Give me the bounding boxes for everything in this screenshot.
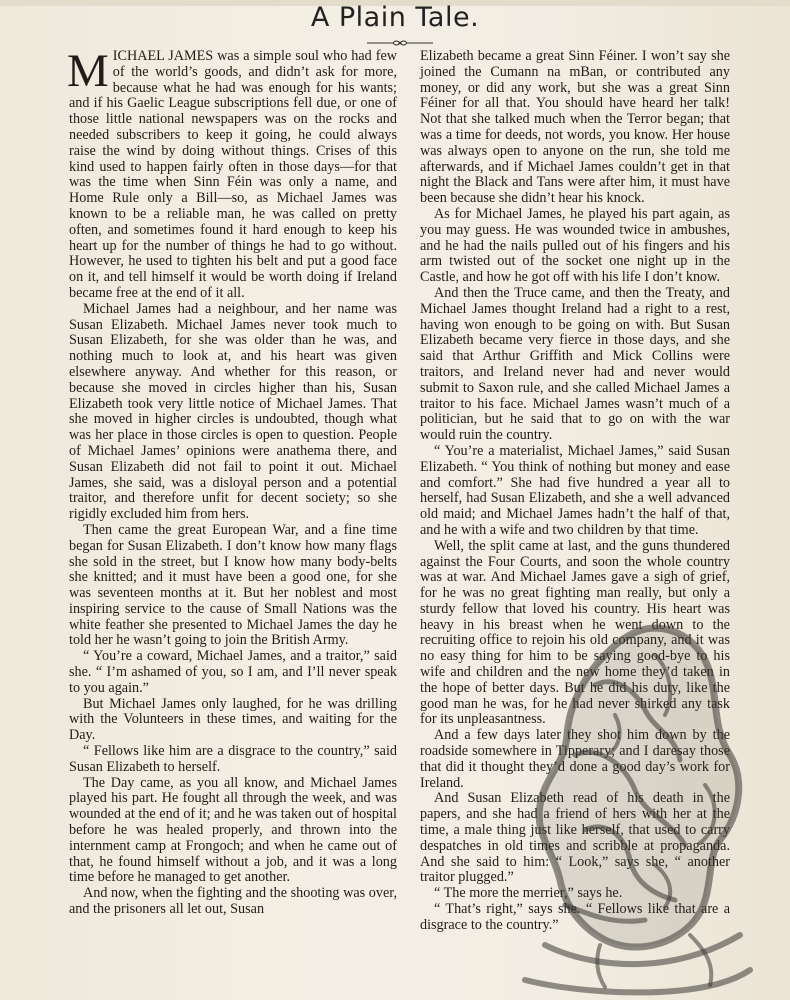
paragraph: “ Fellows like him are a disgrace to the country,” said Susan Elizabeth to herself. (69, 743, 397, 775)
paragraph-text: ICHAEL JAMES was a simple soul who had few of the world’s goods, and didn’t ask for more, because what he had was enough for his wants; and if his Gaelic League subscriptions fell due, or one of those little national newspapers was on the rocks and needed subscribers to keep it going, he could always raise the wind by doing without things. Crises of this kind used to happen fairly often in those days—for that was the time when Sinn Féin was only a name, and Home Rule only a Bill—so, as Michael James was known to be a reliable man, he was called on pretty often, and sometimes found it hard enough to keep his heart up for the number of things he had to go without. However, he used to tighten his belt and put a good face on it, and tell himself it would be worth doing if Ireland became free at the end of it all. (69, 48, 397, 301)
paragraph: “ You’re a coward, Michael James, and a traitor,” said she. “ I’m ashamed of you, so I am, and I’ll never speak to you again.” (69, 648, 397, 696)
paragraph: And a few days later they shot him down by the roadside somewhere in Tipperary; and I daresay those that did it thought they’d done a good day’s work for Ireland. (420, 727, 730, 791)
paragraph: The Day came, as you all know, and Michael James played his part. He fought all through the week, and was wounded at the end of it; and he was taken out of hospital before he was healed properly, and thrown into the internment camp at Frongoch; and when he came out of that, he found himself without a job, and it was a long time before he managed to get another. (69, 774, 397, 886)
paragraph: Well, the split came at last, and the guns thundered against the Four Courts, and soon the whole country was at war. And Michael James gave a sigh of grief, for he was no great fighting man really, but only a sturdy fellow that loved his country. His heart was heavy in his breast when he went down to the recruiting office to rejoin his old company, and it was no easy thing for him to be saying good-bye to his wife and children and the new home they’d taken in the hope of better days. But he did his duty, like the good man he was, for he had never shirked any task for its unpleasantness. (420, 537, 730, 728)
paragraph: Elizabeth became a great Sinn Féiner. I won’t say she joined the Cumann na mBan, or contributed any money, or did any work, but she was a great Sinn Féiner for all that. You should have heard her talk! Not that she talked much when the Terror began; that was a time for deeds, not words, you know. Her house was always open to anyone on the run, she told me afterwards, and if Michael James couldn’t get in that night the Black and Tans were after him, it must have been because she didn’t hear his knock. (420, 48, 730, 207)
paragraph: As for Michael James, he played his part again, as you may guess. He was wounded twice in ambushes, and he had the nails pulled out of his fingers and his arm twisted out of the socket one night up in the Castle, and how he got off with his life I don’t know. (420, 205, 730, 286)
paragraph: “ You’re a materialist, Michael James,” said Susan Elizabeth. “ You think of nothing but money and ease and comfort.” She had five hundred a year all to herself, had Susan Elizabeth, and she a well advanced old maid; and Michael James hadn’t the half of that, and he with a wife and two children by that time. (420, 442, 730, 538)
drop-cap: M (67, 45, 109, 97)
paragraph: But Michael James only laughed, for he was drilling with the Volunteers in these times, and waiting for the Day. (69, 695, 397, 744)
paragraph (67, 45, 397, 302)
paragraph: And then the Truce came, and then the Treaty, and Michael James thought Ireland had a right to a rest, having won enough to be going on with. But Susan Elizabeth became very fierce in those days, and she said that Arthur Griffith and Mick Collins were traitors, and Ireland never had and never would submit to Saxon rule, and she called Michael James a traitor to his face. Michael James wasn’t much of a politician, but he said that to go on with the war would ruin the country. (420, 284, 730, 444)
left-column (67, 45, 397, 918)
page-title: A Plain Tale. (310, 2, 480, 33)
paragraph: And now, when the fighting and the shooting was over, and the prisoners all let out, Susan (69, 885, 397, 918)
right-column (420, 49, 730, 934)
paragraph: And Susan Elizabeth read of his death in the papers, and she had a friend of hers with her at the time, a male thing just like herself, that used to carry despatches in old times and scribble at propaganda. And she said to him: “ Look,” says she, “ another traitor plugged.” (420, 790, 730, 886)
paragraph: “ That’s right,” says she. “ Fellows like that are a disgrace to the country.” (420, 901, 730, 933)
paragraph: Then came the great European War, and a fine time began for Susan Elizabeth. I don’t know how many flags she sold in the street, but I know how many body-belts she knitted; and it must have been a good one, for she was seventeen months at it. But her noblest and most inspiring service to the cause of Small Nations was the white feather she presented to Michael James the day he told her he wasn’t going to join the British Army. (69, 521, 397, 649)
paragraph: “ The more the merrier,” says he. (434, 885, 623, 902)
paragraph: Michael James had a neighbour, and her name was Susan Elizabeth. Michael James never took much to Susan Elizabeth, for she was older than he was, and nothing much to look at, and his heart was given elsewhere anyway. And whether for this reason, or because she moved in circles higher than his, Susan Elizabeth took very little notice of Michael James. That she moved in higher circles is undoubted, though what was her place in those circles is open to question. People of Michael James’ opinions were anathema there, and Susan Elizabeth did not fail to point it out. Michael James, she said, was a disloyal person and a potential traitor, and therefore unfit for decent society; so she rigidly excluded him from hers. (69, 300, 397, 523)
